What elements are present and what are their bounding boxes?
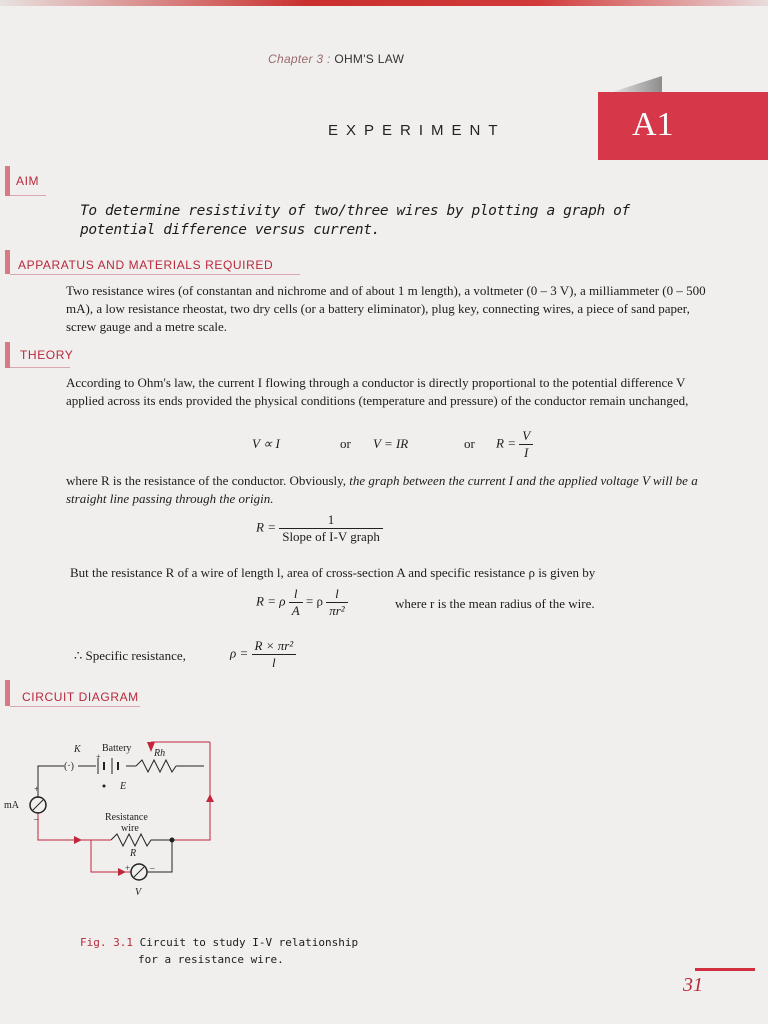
label-battery: Battery	[102, 743, 132, 754]
top-edge-strip	[0, 0, 768, 6]
experiment-title: EXPERIMENT	[328, 122, 506, 139]
eq1-fraction	[519, 428, 533, 461]
eq4-label: ∴ Specific resistance,	[74, 648, 186, 663]
wire-left-top	[38, 766, 64, 798]
label-v-minus: –	[150, 863, 155, 873]
eq2-lhs: R =	[256, 519, 276, 535]
label-key: (·)	[64, 761, 74, 772]
eq4-formula	[230, 638, 296, 671]
eq1-numerator: V	[519, 428, 533, 445]
eq1-or-2: or	[464, 436, 475, 451]
eq3-denominator-1: A	[291, 603, 300, 618]
theory-para-2	[66, 472, 716, 508]
page-number: 31	[683, 974, 703, 996]
eq1-r-formula	[496, 428, 533, 461]
figure-caption-line-1: Circuit to study I-V relationship	[139, 936, 359, 949]
junction-dot	[170, 838, 175, 843]
label-resistance: Resistance	[105, 812, 148, 823]
apparatus-text: Two resistance wires (of constantan and nichrome and of about 1 m length), a voltmeter (0 – 3 V), a milliammeter (0 – 500 mA), a low resistance rheostat, two dry cells (or a battery eliminator), plug key, connecting wires, a piece of sand paper, screw gauge and a metre scale.	[66, 283, 706, 334]
eq2-formula	[256, 512, 383, 545]
eq2-denominator: Slope of I-V graph	[282, 529, 380, 544]
aim-heading: AIM	[16, 174, 40, 188]
eq3-mid: = ρ	[305, 593, 323, 609]
theory-para-1: According to Ohm's law, the current I flowing through a conductor is directly proportional to the potential difference V applied across its ends provided the physical conditions (temperature and pressure) of the conductor remain unchanged,	[66, 375, 689, 408]
label-ma: mA	[4, 800, 19, 811]
eq3-denominator-2: πr²	[329, 603, 345, 618]
figure-label: Fig. 3.1	[80, 936, 133, 949]
chapter-label: Chapter 3 :	[268, 52, 331, 66]
wire-right	[174, 742, 210, 840]
eq1-denominator: I	[524, 445, 529, 460]
milliammeter-needle	[33, 800, 43, 810]
aim-marker	[5, 166, 10, 196]
theory-para-3: But the resistance R of a wire of length l, area of cross-section A and specific resistance ρ is given by	[70, 565, 596, 580]
eq4-denominator: l	[272, 655, 276, 670]
aim-text: To determine resistivity of two/three wires by plotting a graph of potential difference versus current.	[80, 203, 630, 238]
figure-caption	[80, 934, 358, 968]
current-arrow-bottom	[74, 836, 82, 844]
label-ma-plus: +	[34, 784, 40, 794]
rheostat-zigzag	[136, 760, 176, 772]
eq1-proportional: V ∝ I	[252, 436, 280, 451]
theory-para-2-italic: the graph between the current I and the applied voltage V will be a straight line passing through the origin.	[66, 473, 698, 506]
eq1-r-lhs: R =	[496, 435, 516, 451]
theory-marker	[5, 342, 10, 368]
eq3-fraction-2	[326, 586, 347, 619]
circuit-rule	[10, 706, 140, 707]
eq1-or-1: or	[340, 436, 351, 451]
label-rh: Rh	[154, 748, 166, 759]
theory-rule	[10, 367, 70, 368]
voltmeter-needle	[134, 867, 144, 877]
circuit-heading: CIRCUIT DIAGRAM	[22, 690, 139, 704]
wire-left-bottom	[38, 812, 111, 840]
experiment-tab	[598, 92, 768, 160]
label-v: V	[135, 887, 142, 898]
eq3-numerator-1: l	[289, 586, 303, 603]
chapter-title: OHM'S LAW	[334, 52, 405, 66]
label-e: E	[120, 781, 127, 792]
eq2-numerator: 1	[279, 512, 383, 529]
eq4-numerator: R × πr²	[252, 638, 297, 655]
battery-dot	[103, 785, 106, 788]
label-k: K	[74, 744, 81, 755]
label-ma-minus: –	[34, 814, 39, 824]
eq4-fraction	[252, 638, 297, 671]
eq4-lhs: ρ =	[230, 645, 249, 661]
label-wire: wire	[121, 823, 139, 834]
eq3-note: where r is the mean radius of the wire.	[395, 596, 595, 611]
label-battery-plus: +	[96, 752, 101, 761]
experiment-code: A1	[632, 106, 674, 143]
resistance-zigzag	[111, 834, 174, 846]
circuit-diagram	[4, 738, 226, 908]
aim-rule	[10, 195, 46, 196]
theory-para-2-plain: where R is the resistance of the conductor. Obviously,	[66, 473, 347, 488]
eq3-formula	[256, 586, 348, 619]
eq1-ohm: V = IR	[373, 436, 409, 451]
eq3-fraction-1	[289, 586, 303, 619]
theory-heading: THEORY	[20, 348, 74, 362]
label-v-plus: +	[125, 863, 131, 873]
figure-caption-line-2: for a resistance wire.	[138, 953, 284, 966]
eq3-numerator-2: l	[326, 586, 347, 603]
eq3-lhs: R = ρ	[256, 593, 286, 609]
chapter-header	[268, 52, 404, 66]
apparatus-heading: APPARATUS AND MATERIALS REQUIRED	[18, 258, 274, 272]
label-r: R	[130, 848, 137, 859]
circuit-marker	[5, 680, 10, 706]
current-arrow-right	[206, 794, 214, 802]
eq2-fraction	[279, 512, 383, 545]
page-number-rule	[695, 968, 755, 971]
apparatus-rule	[10, 274, 300, 275]
apparatus-marker	[5, 250, 10, 274]
